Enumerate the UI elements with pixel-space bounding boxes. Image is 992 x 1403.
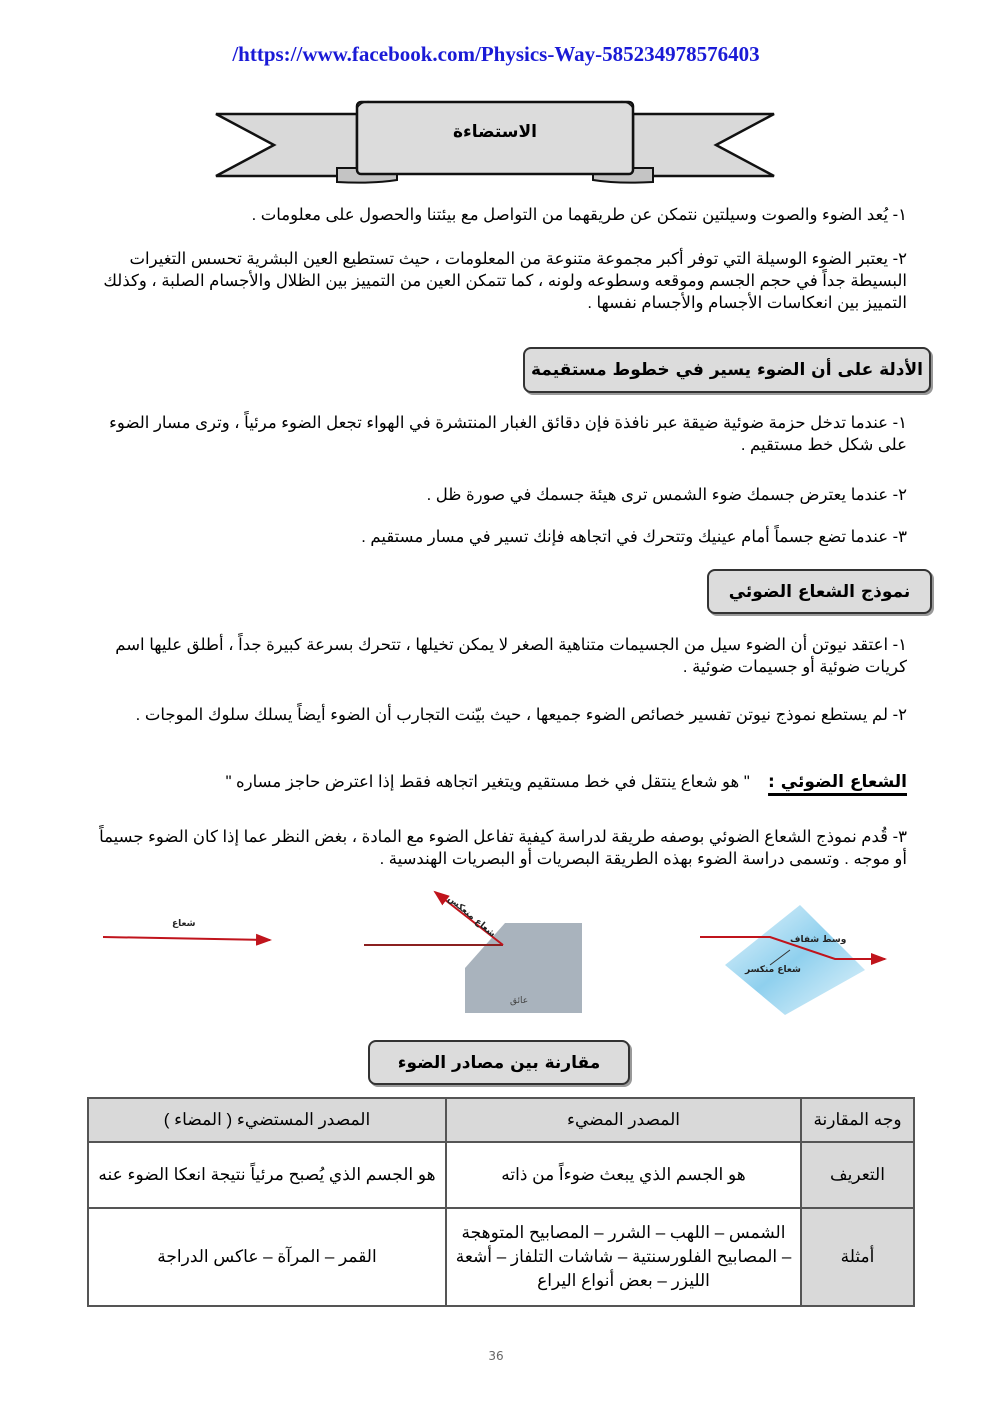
cell-luminous-definition: هو الجسم الذي يبعث ضوءاً من ذاته	[446, 1142, 801, 1208]
evidence-item-3: ٣- عندما تضع جسماً أمام عينيك وتتحرك في اتجاهه فإنك تسير في مسار مستقيم .	[361, 528, 907, 546]
column-header-aspect: وجه المقارنة	[801, 1098, 914, 1142]
intro-paragraph-2: ٢- يعتبر الضوء الوسيلة التي توفر أكبر مجموعة متنوعة من المعلومات ، حيث تستطيع العين البشرية تحسس التغيرات البسيطة جداً في حجم الجسم وموقعه وسطوعه ولونه ، كما تتمكن العين من التمييز بين الظلال والأجسام الصلبة ، وكذلك التمييز بين انعكاسات الأجسام والأجسام نفسها .	[103, 250, 907, 312]
definition-text: " هو شعاع ينتقل في خط مستقيم ويتغير اتجاهه فقط إذا اعترض حاجز مساره "	[225, 773, 750, 791]
light-sources-comparison-table	[87, 1097, 915, 1307]
cell-illuminated-examples: القمر – المرآة – عاكس الدراجة	[88, 1208, 446, 1306]
reflected-ray-label: شعاع منعكس	[445, 894, 498, 940]
ray-model-section-heading: نموذج الشعاع الضوئي	[707, 569, 932, 614]
intro-paragraph-1: ١- يُعد الضوء والصوت وسيلتين نتمكن عن طريقهما من التواصل مع بيئتنا والحصول على معلومات .	[251, 206, 907, 224]
ribbon-shape-icon	[212, 96, 778, 188]
column-header-illuminated: المصدر المستضيء ( المضاء )	[88, 1098, 446, 1142]
row-label-definition: التعريف	[801, 1142, 914, 1208]
ray-model-item-3: ٣- قُدم نموذج الشعاع الضوئي بوصفه طريقة لدراسة كيفية تفاعل الضوء مع المادة ، بغض النظر عما إذا كان الضوء جسيماً أو موجه . وتسمى دراسة الضوء بهذه الطريقة البصريات أو البصريات الهندسية .	[99, 828, 907, 868]
comparison-section-heading: مقارنة بين مصادر الضوء	[368, 1040, 630, 1085]
cell-luminous-examples: الشمس – اللهب – الشرر – المصابيح المتوهجة – المصابيح الفلورسنتية – شاشات التلفاز – أشعة الليزر – بعض أنواع اليراع	[446, 1208, 801, 1306]
table-row	[88, 1142, 914, 1208]
definition-term: الشعاع الضوئي :	[768, 772, 907, 792]
figure-refraction	[695, 895, 895, 1020]
figure-reflection	[360, 888, 595, 1023]
evidence-item-2: ٢- عندما يعترض جسمك ضوء الشمس ترى هيئة جسمك في صورة ظل .	[426, 486, 907, 504]
evidence-section-heading: الأدلة على أن الضوء يسير في خطوط مستقيمة	[523, 347, 931, 393]
transparent-medium-label: وسط شفاف	[790, 935, 847, 945]
column-header-luminous: المصدر المضيء	[446, 1098, 801, 1142]
cell-illuminated-definition: هو الجسم الذي يُصبح مرئياً نتيجة انعكا الضوء عنه	[88, 1142, 446, 1208]
light-ray-definition	[226, 772, 907, 792]
title-ribbon-banner	[212, 96, 778, 188]
table-header-row	[88, 1098, 914, 1142]
refracted-ray-label: شعاع منكسر	[745, 965, 801, 975]
ray-label: شعاع	[172, 919, 196, 929]
evidence-item-1: ١- عندما تدخل حزمة ضوئية ضيقة عبر نافذة فإن دقائق الغبار المنتشرة في الهواء تجعل الضوء مرئياً ، وترى مسار الضوء على شكل خط مستقيم .	[109, 414, 907, 454]
ray-model-item-1: ١- اعتقد نيوتن أن الضوء سيل من الجسيمات متناهية الصغر لا يمكن تخيلها ، تتحرك بسرعة كبيرة جداً ، أطلق عليها اسم كريات ضوئية أو جسيمات ضوئية .	[115, 636, 907, 676]
ray-model-item-2: ٢- لم يستطع نموذج نيوتن تفسير خصائص الضوء جميعها ، حيث بيّنت التجارب أن الضوء أيضاً يسلك سلوك الموجات .	[135, 706, 907, 724]
page-number: 36	[488, 1349, 504, 1363]
reflection-diagram-icon	[360, 888, 595, 1023]
row-label-examples: أمثلة	[801, 1208, 914, 1306]
facebook-url-link[interactable]: /https://www.facebook.com/Physics-Way-585234978576403	[232, 42, 760, 66]
barrier-label: عائق	[510, 996, 529, 1006]
page-title: الاستضاءة	[452, 122, 537, 142]
table-row	[88, 1208, 914, 1306]
refraction-diagram-icon	[695, 895, 895, 1020]
figure-simple-ray	[100, 915, 275, 955]
